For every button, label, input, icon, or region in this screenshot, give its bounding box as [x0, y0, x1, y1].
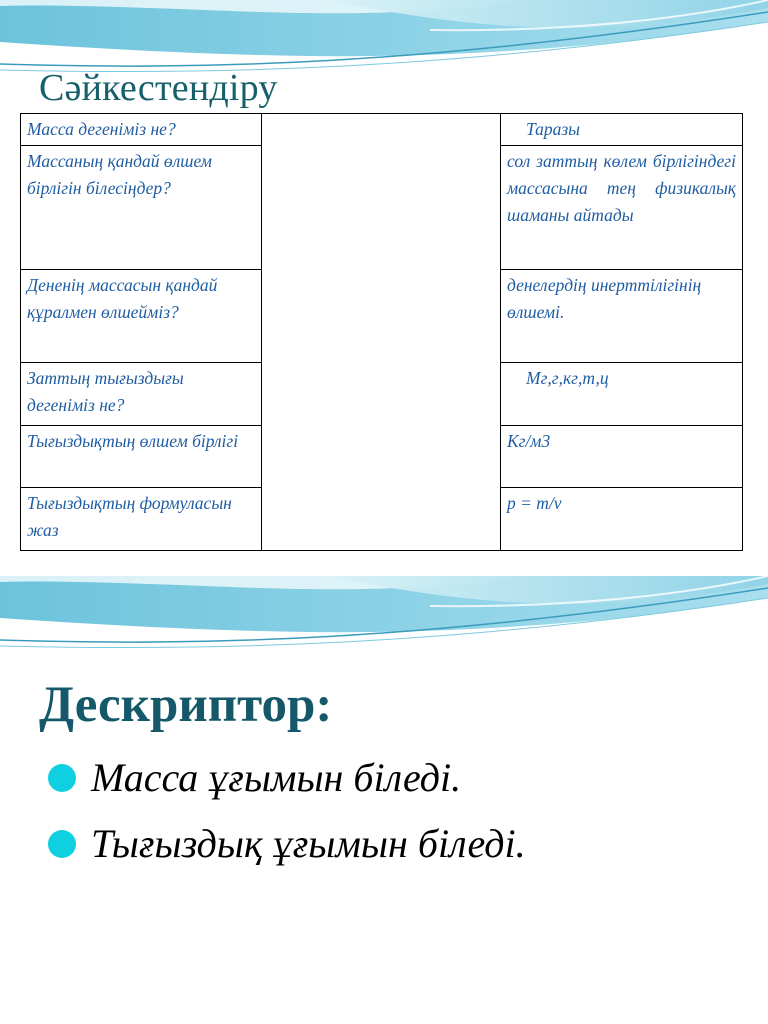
question-cell: Масса дегеніміз не? — [21, 114, 262, 146]
table-row — [21, 114, 743, 146]
answer-cell: сол заттың көлем бірлігіндегі массасына тең физикалық шаманы айтады — [501, 146, 743, 270]
answer-cell: p = m/v — [501, 488, 743, 551]
descriptor-list — [48, 748, 526, 880]
list-item — [48, 814, 526, 880]
list-item-text: Тығыздық ұғымын біледі. — [91, 821, 526, 866]
answer-cell: Таразы — [501, 114, 743, 146]
empty-match-column — [262, 114, 501, 551]
answer-cell: Кг/м3 — [501, 426, 743, 488]
question-cell: Тығыздықтың өлшем бірлігі — [21, 426, 262, 488]
bullet-icon — [48, 764, 76, 792]
matching-table — [20, 113, 743, 551]
slide-descriptor — [0, 576, 768, 1024]
question-cell: Массаның қандай өлшем бірлігін білесіңдер? — [21, 146, 262, 270]
list-item-text: Масса ұғымын біледі. — [91, 755, 462, 800]
slide-title: Дескриптор: — [39, 677, 333, 733]
question-cell: Заттың тығыздығы дегеніміз не? — [21, 363, 262, 426]
header-wave-decoration — [0, 576, 768, 666]
slide-title: Сәйкестендіру — [39, 67, 278, 109]
list-item — [48, 748, 526, 814]
answer-cell: Мг,г,кг,т,ц — [501, 363, 743, 426]
answer-cell: денелердің инерттілігінің өлшемі. — [501, 270, 743, 363]
question-cell: Дененің массасын қандай құралмен өлшейміз? — [21, 270, 262, 363]
question-cell: Тығыздықтың формуласын жаз — [21, 488, 262, 551]
bullet-icon — [48, 830, 76, 858]
